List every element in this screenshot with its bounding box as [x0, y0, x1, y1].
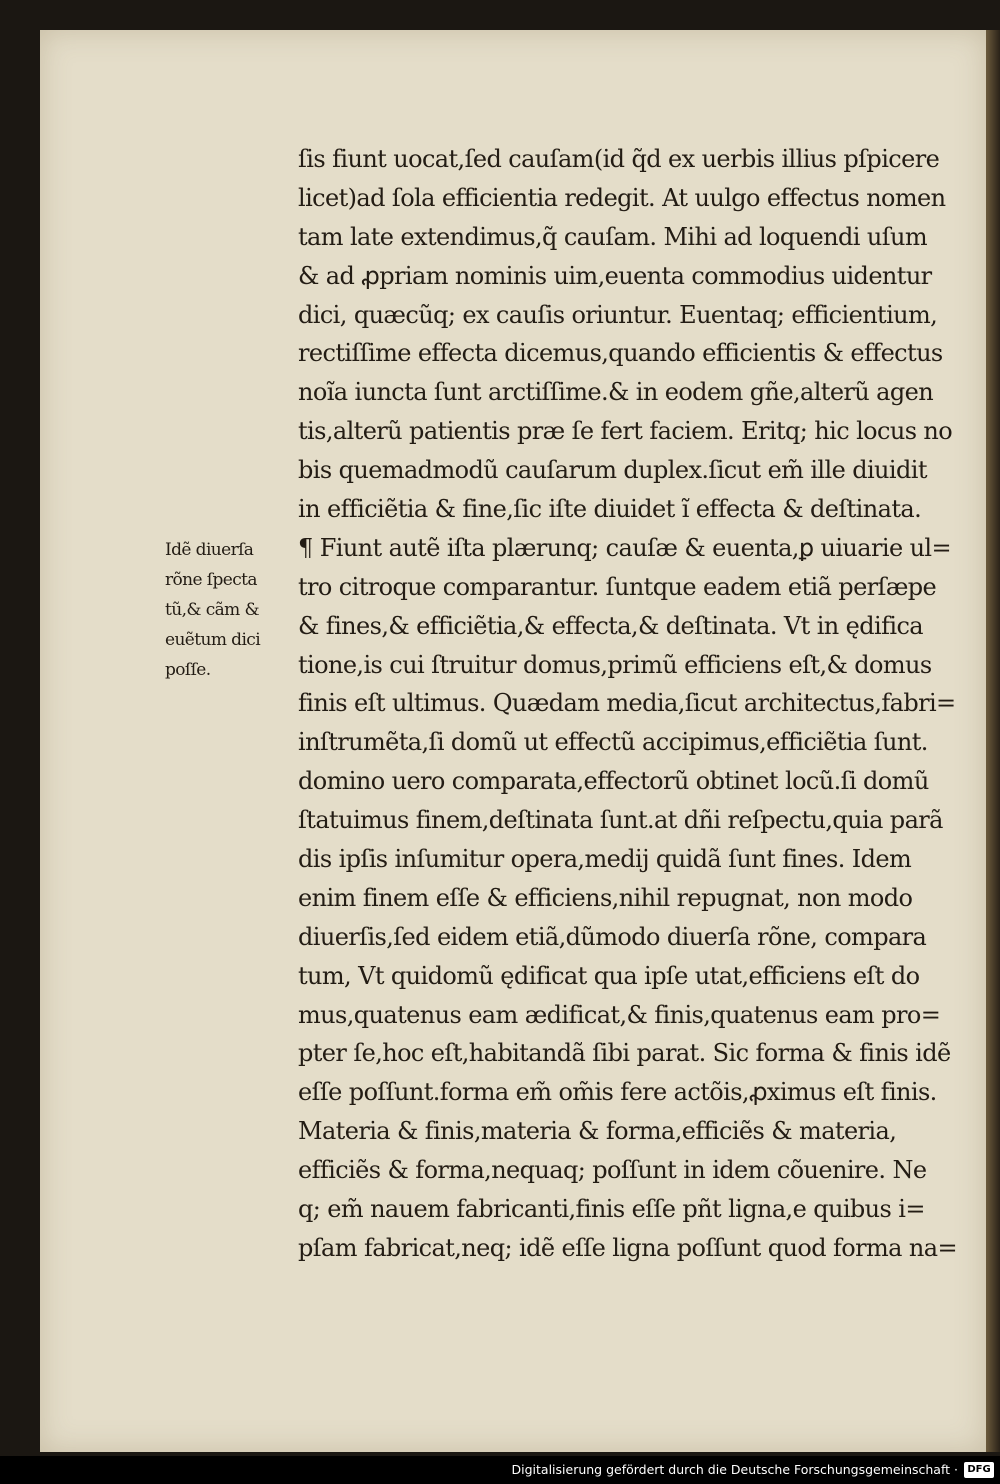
margin-note-line: euẽtum dici [165, 630, 261, 650]
text-line: domino uero comparata,effectorũ obtinet locũ.ſi domũ [298, 767, 929, 796]
text-line: tro citroque comparantur. ſuntque eadem etiã perſæpe [298, 572, 937, 601]
dfg-logo: DFG [964, 1462, 994, 1478]
text-line: q; em̃ nauem fabricanti,finis eſſe pñt ligna,e quibus i= [298, 1195, 925, 1224]
margin-note-line: Idẽ diuerſa [165, 540, 254, 560]
text-line: dis ipſis inſumitur opera,medij quidã ſunt fines. Idem [298, 845, 912, 874]
text-line: mus,quatenus eam ædificat,& finis,quatenus eam pro= [298, 1000, 941, 1029]
text-line: tum, Vt quidomũ ędificat qua ipſe utat,efficiens eſt do [298, 961, 920, 990]
text-line: pſam fabricat,neq; idẽ eſſe ligna poſſunt quod forma na= [298, 1233, 957, 1262]
page-edge [986, 30, 1000, 1452]
margin-note-line: poſſe. [165, 660, 211, 680]
text-line: & fines,& efficiẽtia,& effecta,& deſtinata. Vt in ędifica [298, 611, 924, 640]
footer-credit: Digitalisierung gefördert durch die Deutsche Forschungsgemeinschaft · [511, 1462, 958, 1477]
text-line: tis,alterũ patientis præ ſe fert faciem. Eritq; hic locus no [298, 417, 953, 446]
text-line: tam late extendimus,q̃ cauſam. Mihi ad loquendi uſum [298, 222, 927, 251]
text-line: in efficiẽtia & fine,ſic iſte diuidet ĩ effecta & deſtinata. [298, 495, 922, 524]
text-line: efficiẽs & forma,nequaq; poſſunt in idem cõuenire. Ne [298, 1156, 927, 1185]
text-line: tione,is cui ſtruitur domus,primũ efficiens eſt,& domus [298, 650, 932, 679]
text-line: pter ſe,hoc eſt,habitandã ſibi parat. Sic forma & finis idẽ [298, 1039, 951, 1068]
margin-note-line: tũ,& cãm & [165, 600, 260, 620]
main-text-block [298, 140, 970, 1268]
footer-bar [0, 1456, 1000, 1484]
text-line: ſtatuimus finem,deſtinata ſunt.at dñi reſpectu,quia parã [298, 806, 943, 835]
text-line: ſis fiunt uocat,ſed cauſam(id q̃d ex uerbis illius pſpicere [298, 145, 940, 173]
text-line: Materia & finis,materia & forma,efficiẽs & materia, [298, 1117, 897, 1146]
text-line: finis eſt ultimus. Quædam media,ſicut architectus,fabri= [298, 689, 956, 718]
text-line: dici, quæcũq; ex cauſis oriuntur. Euentaq; efficientium, [298, 300, 938, 329]
margin-note-line: rõne ſpecta [165, 570, 257, 590]
text-line: diuerſis,ſed eidem etiã,dũmodo diuerſa rõne, compara [298, 922, 927, 951]
text-line: licet)ad ſola efficientia redegit. At uulgo effectus nomen [298, 183, 946, 212]
text-line: & ad ꝓpriam nominis uim,euenta commodius uidentur [298, 261, 932, 290]
text-line: enim finem eſſe & efficiens,nihil repugnat, non modo [298, 883, 913, 912]
margin-note [165, 535, 293, 685]
text-line: rectiſſime effecta dicemus,quando efficientis & effectus [298, 339, 943, 368]
text-line: bis quemadmodũ cauſarum duplex.ſicut em̃ ille diuidit [298, 456, 927, 485]
text-line: noĩa iuncta ſunt arctiſſime.& in eodem gñe,alterũ agen [298, 378, 934, 407]
text-line: ¶ Fiunt autẽ iſta plærunq; cauſæ & euenta,ꝑ uiuarie ul= [298, 533, 952, 562]
text-line: inſtrumẽta,ſi domũ ut effectũ accipimus,efficiẽtia ſunt. [298, 728, 928, 757]
text-line: eſſe poſſunt.forma em̃ om̃is fere actõis,ꝓximus eſt finis. [298, 1078, 937, 1107]
